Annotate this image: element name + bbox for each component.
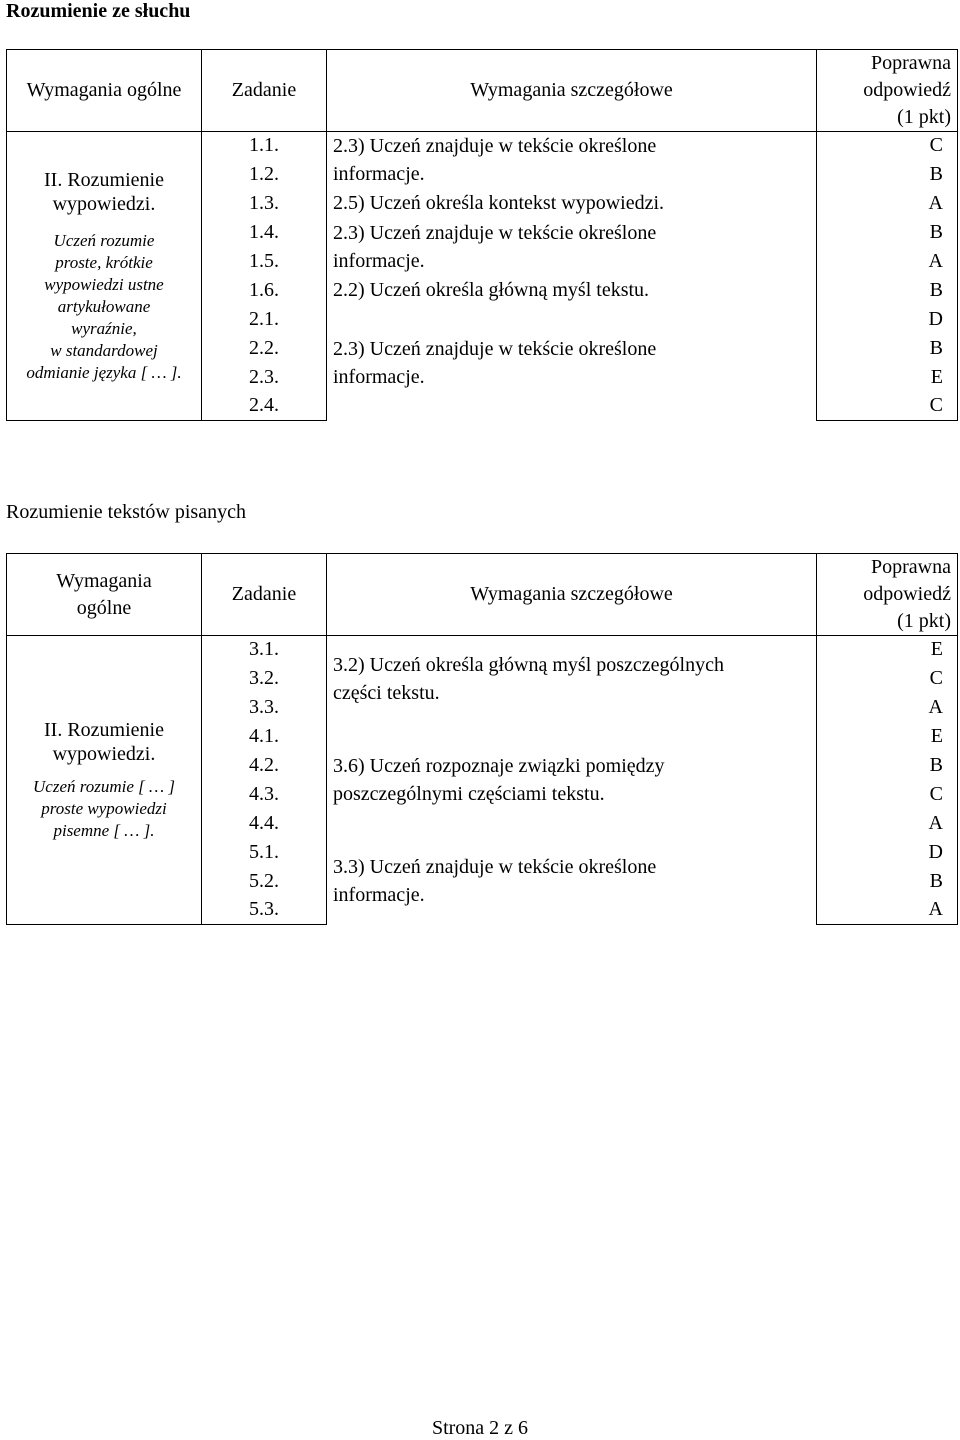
answer: A [817, 896, 958, 925]
task-number: 5.1. [202, 838, 327, 867]
task-number: 2.4. [202, 392, 327, 421]
detailed-requirement: 2.3) Uczeń znajduje w tekście określone informacje. [327, 132, 817, 189]
detailed-requirement: 3.6) Uczeń rozpoznaje związki pomiędzy poszczególnymi częściami tekstu. [327, 722, 817, 838]
header-answer: Poprawna odpowiedź (1 pkt) [817, 50, 958, 132]
answer: C [817, 392, 958, 421]
answer: D [817, 838, 958, 867]
answer: A [817, 247, 958, 276]
header-general: Wymagania ogólne [7, 50, 202, 132]
task-number: 3.3. [202, 693, 327, 722]
detailed-requirement: 2.3) Uczeń znajduje w tekście określone informacje. [327, 218, 817, 276]
answer: B [817, 751, 958, 780]
task-number: 1.6. [202, 276, 327, 305]
answer: C [817, 664, 958, 693]
answer: C [817, 780, 958, 809]
task-number: 4.3. [202, 780, 327, 809]
general-requirements-cell: II. Rozumienie wypowiedzi. Uczeń rozumie [ … ] proste wypowiedzi pisemne [ … ]. [7, 636, 202, 925]
answer: B [817, 867, 958, 896]
task-number: 2.2. [202, 334, 327, 363]
answer: A [817, 809, 958, 838]
answer: E [817, 636, 958, 664]
task-number: 5.2. [202, 867, 327, 896]
task-number: 2.1. [202, 305, 327, 334]
task-number: 1.3. [202, 189, 327, 218]
task-number: 2.3. [202, 363, 327, 392]
answer: B [817, 218, 958, 247]
task-number: 1.5. [202, 247, 327, 276]
answer: E [817, 363, 958, 392]
answer: B [817, 160, 958, 189]
header-task: Zadanie [202, 554, 327, 636]
page-number: Strona 2 z 6 [431, 1417, 529, 1439]
detailed-requirement: 2.5) Uczeń określa kontekst wypowiedzi. [327, 189, 817, 218]
reading-answer-table [6, 553, 958, 925]
header-general: Wymagania ogólne [7, 554, 202, 636]
detailed-requirement: 3.3) Uczeń znajduje w tekście określone informacje. [327, 838, 817, 925]
task-number: 4.1. [202, 722, 327, 751]
answer: C [817, 132, 958, 160]
answer: B [817, 276, 958, 305]
answer: A [817, 693, 958, 722]
header-detailed: Wymagania szczegółowe [327, 554, 817, 636]
answer: E [817, 722, 958, 751]
task-number: 1.4. [202, 218, 327, 247]
header-task: Zadanie [202, 50, 327, 132]
section-title-listening: Rozumienie ze słuchu [6, 0, 191, 22]
detailed-requirement: 2.2) Uczeń określa główną myśl tekstu. [327, 276, 817, 305]
answer: B [817, 334, 958, 363]
task-number: 3.2. [202, 664, 327, 693]
detailed-requirement: 3.2) Uczeń określa główną myśl poszczególnych części tekstu. [327, 636, 817, 722]
task-number: 5.3. [202, 896, 327, 925]
task-number: 3.1. [202, 636, 327, 664]
task-number: 4.2. [202, 751, 327, 780]
header-answer: Poprawna odpowiedź (1 pkt) [817, 554, 958, 636]
section-title-reading: Rozumienie tekstów pisanych [6, 501, 246, 523]
detailed-requirement: 2.3) Uczeń znajduje w tekście określone informacje. [327, 305, 817, 421]
task-number: 4.4. [202, 809, 327, 838]
answer: A [817, 189, 958, 218]
task-number: 1.1. [202, 132, 327, 160]
task-number: 1.2. [202, 160, 327, 189]
listening-answer-table [6, 49, 958, 421]
header-detailed: Wymagania szczegółowe [327, 50, 817, 132]
general-requirements-cell: II. Rozumienie wypowiedzi. Uczeń rozumie proste, krótkie wypowiedzi ustne artykułowane wyraźnie, w standardowej odmianie języka [ … ]. [7, 132, 202, 421]
answer: D [817, 305, 958, 334]
